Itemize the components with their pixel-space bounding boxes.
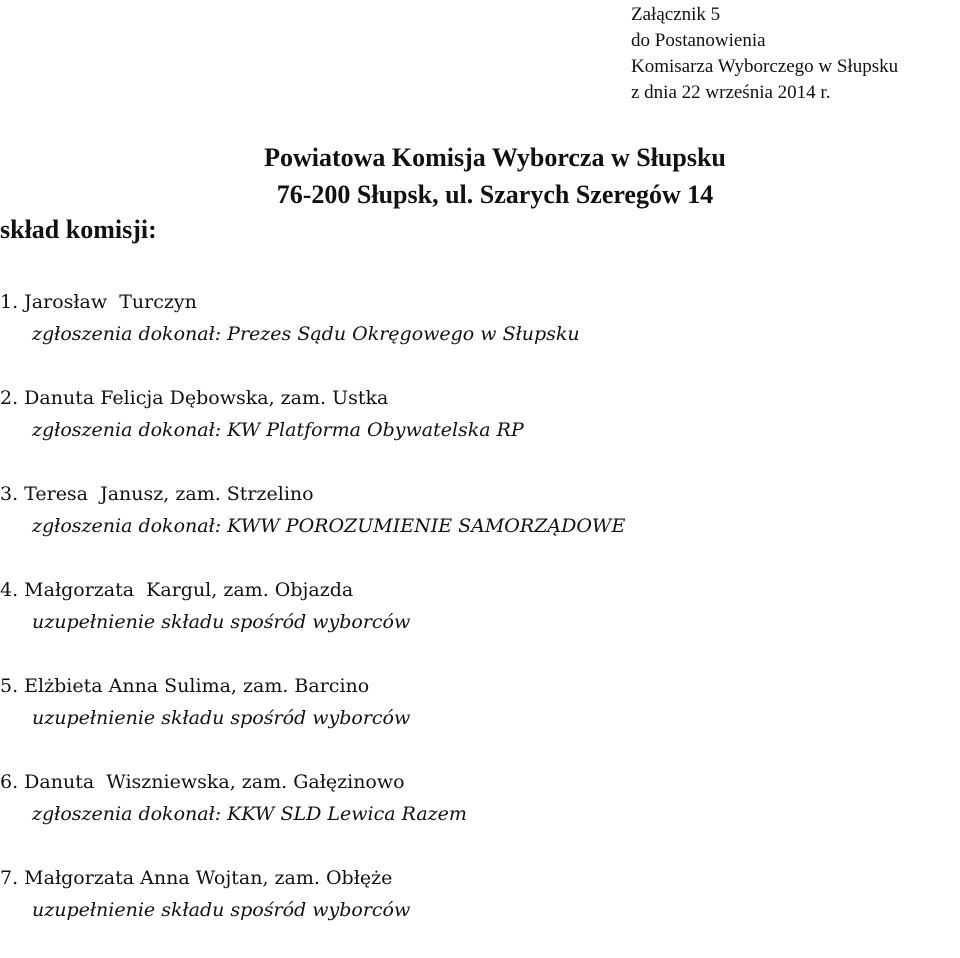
member-name: 6. Danuta Wiszniewska, zam. Gałęzinowo — [0, 771, 405, 793]
annex-title: Załącznik 5 — [631, 4, 721, 25]
composition-heading: skład komisji: — [0, 215, 157, 244]
annex-reference: do Postanowienia — [631, 30, 766, 51]
member-item — [0, 862, 960, 958]
member-name: 2. Danuta Felicja Dębowska, zam. Ustka — [0, 387, 389, 409]
member-name: 3. Teresa Janusz, zam. Strzelino — [0, 483, 314, 505]
annex-authority: Komisarza Wyborczego w Słupsku — [631, 56, 899, 77]
member-name: 7. Małgorzata Anna Wojtan, zam. Obłęże — [0, 867, 393, 889]
member-item — [0, 574, 960, 670]
member-item — [0, 286, 960, 382]
member-name: 1. Jarosław Turczyn — [0, 291, 197, 313]
member-nomination: uzupełnienie składu spośród wyborców — [32, 899, 411, 921]
member-item — [0, 766, 960, 862]
annex-block — [631, 2, 898, 106]
member-nomination: zgłoszenia dokonał: KW Platforma Obywatelska RP — [32, 419, 524, 441]
member-item — [0, 382, 960, 478]
commission-address: 76-200 Słupsk, ul. Szarych Szeregów 14 — [276, 180, 714, 209]
member-item — [0, 670, 960, 766]
member-nomination: uzupełnienie składu spośród wyborców — [32, 707, 411, 729]
member-nomination: uzupełnienie składu spośród wyborców — [32, 611, 411, 633]
member-nomination: zgłoszenia dokonał: KKW SLD Lewica Razem — [32, 803, 467, 825]
member-name: 5. Elżbieta Anna Sulima, zam. Barcino — [0, 675, 370, 697]
member-name: 4. Małgorzata Kargul, zam. Objazda — [0, 579, 354, 601]
member-nomination: zgłoszenia dokonał: Prezes Sądu Okręgowego w Słupsku — [32, 323, 580, 345]
member-item — [0, 478, 960, 574]
member-nomination: zgłoszenia dokonał: KWW POROZUMIENIE SAMORZĄDOWE — [32, 515, 626, 537]
member-list — [0, 286, 960, 958]
commission-title: Powiatowa Komisja Wyborcza w Słupsku — [264, 143, 726, 172]
annex-date: z dnia 22 września 2014 r. — [631, 82, 831, 103]
